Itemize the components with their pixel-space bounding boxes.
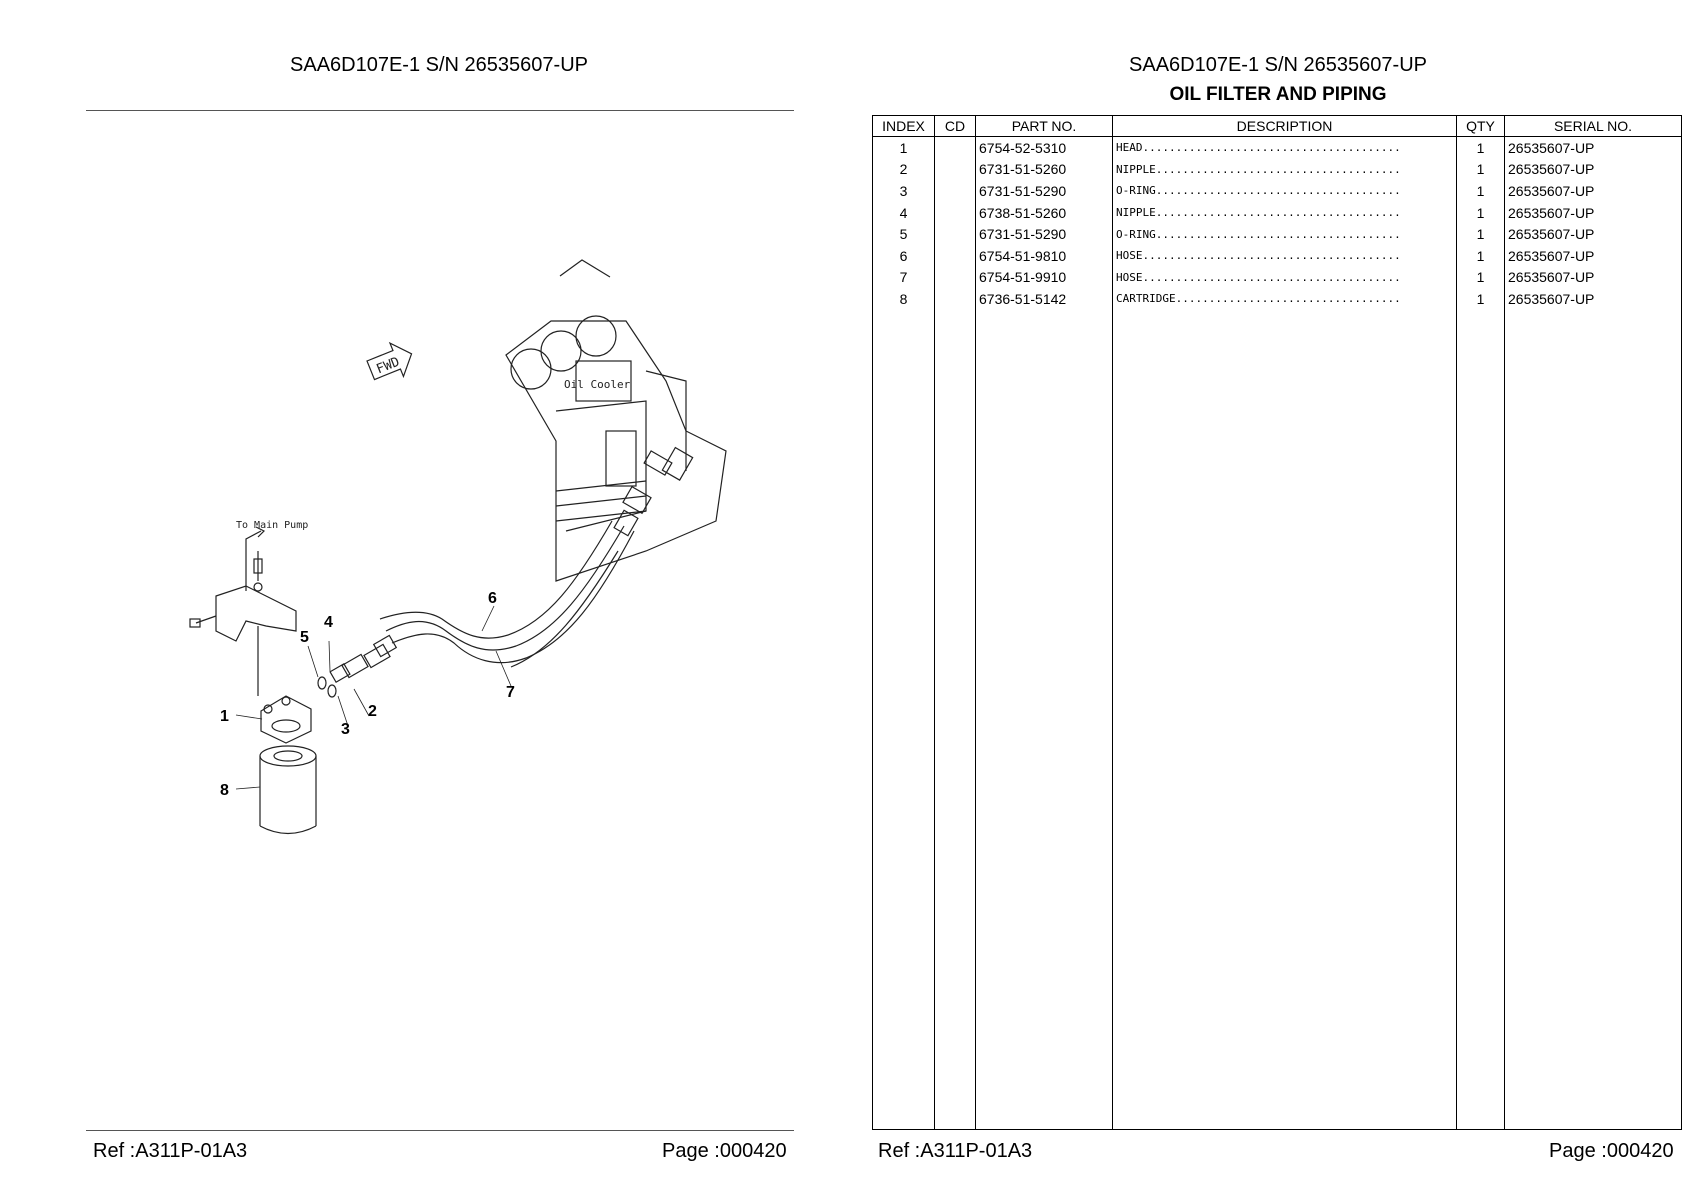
table-row xyxy=(873,202,1682,224)
table-row xyxy=(873,223,1682,245)
cell-cd xyxy=(935,159,976,181)
col-qty: QTY xyxy=(1457,116,1505,137)
engine-top-mark xyxy=(560,260,610,277)
cell-qty: 1 xyxy=(1457,159,1505,181)
table-row xyxy=(873,180,1682,202)
filter-head xyxy=(261,696,311,743)
engine-block xyxy=(506,316,726,581)
col-cd: CD xyxy=(935,116,976,137)
fwd-arrow-icon xyxy=(364,337,418,387)
cell-qty: 1 xyxy=(1457,137,1505,159)
table-filler-row xyxy=(873,310,1682,1130)
cell-serial-no: 26535607-UP xyxy=(1505,245,1682,267)
table-header-row xyxy=(873,116,1682,137)
cell-index: 4 xyxy=(873,202,935,224)
cell-serial-no: 26535607-UP xyxy=(1505,223,1682,245)
left-footer-divider xyxy=(86,1130,794,1131)
col-part-no: PART NO. xyxy=(976,116,1113,137)
cell-index: 7 xyxy=(873,267,935,289)
left-ref: Ref :A311P-01A3 xyxy=(93,1140,248,1162)
callout-1: 1 xyxy=(220,708,229,725)
cell-cd xyxy=(935,288,976,310)
filter-cartridge xyxy=(260,746,316,834)
table-row xyxy=(873,245,1682,267)
section-title: OIL FILTER AND PIPING xyxy=(1169,84,1387,105)
right-page-number: Page :000420 xyxy=(1549,1140,1674,1162)
cell-part-no: 6754-51-9910 xyxy=(976,267,1113,289)
col-description: DESCRIPTION xyxy=(1113,116,1457,137)
cell-part-no: 6731-51-5290 xyxy=(976,223,1113,245)
callout-8: 8 xyxy=(220,782,229,799)
o-ring-5 xyxy=(318,677,326,689)
cell-qty: 1 xyxy=(1457,267,1505,289)
cell-description: HOSE....................................... xyxy=(1113,245,1457,267)
table-row xyxy=(873,159,1682,181)
right-ref: Ref :A311P-01A3 xyxy=(878,1140,1033,1162)
cell-index: 2 xyxy=(873,159,935,181)
cell-serial-no: 26535607-UP xyxy=(1505,267,1682,289)
hoses xyxy=(380,521,634,667)
left-page-number: Page :000420 xyxy=(662,1140,787,1162)
cell-qty: 1 xyxy=(1457,180,1505,202)
cell-description: O-RING..................................... xyxy=(1113,223,1457,245)
cell-part-no: 6731-51-5290 xyxy=(976,180,1113,202)
callout-2: 2 xyxy=(368,703,377,720)
table-row xyxy=(873,267,1682,289)
col-serial-no: SERIAL NO. xyxy=(1505,116,1682,137)
o-ring-3 xyxy=(328,685,336,697)
callout-3: 3 xyxy=(341,721,350,738)
cell-part-no: 6754-52-5310 xyxy=(976,137,1113,159)
callout-6: 6 xyxy=(488,590,497,607)
bracket xyxy=(190,551,296,696)
oil-cooler-fittings xyxy=(614,448,693,536)
cell-part-no: 6731-51-5260 xyxy=(976,159,1113,181)
callout-7: 7 xyxy=(506,684,515,701)
parts-table xyxy=(872,115,1682,1130)
cell-part-no: 6736-51-5142 xyxy=(976,288,1113,310)
cell-index: 6 xyxy=(873,245,935,267)
col-index: INDEX xyxy=(873,116,935,137)
cell-cd xyxy=(935,245,976,267)
cell-part-no: 6754-51-9810 xyxy=(976,245,1113,267)
right-page-header: SAA6D107E-1 S/N 26535607-UP xyxy=(1129,54,1427,76)
cell-description: O-RING..................................... xyxy=(1113,180,1457,202)
cell-cd xyxy=(935,180,976,202)
cell-cd xyxy=(935,267,976,289)
callout-4: 4 xyxy=(324,614,333,631)
cell-index: 8 xyxy=(873,288,935,310)
left-page-header: SAA6D107E-1 S/N 26535607-UP xyxy=(290,54,588,76)
table-row xyxy=(873,288,1682,310)
cell-serial-no: 26535607-UP xyxy=(1505,137,1682,159)
cell-index: 5 xyxy=(873,223,935,245)
cell-index: 3 xyxy=(873,180,935,202)
cell-serial-no: 26535607-UP xyxy=(1505,180,1682,202)
cell-part-no: 6738-51-5260 xyxy=(976,202,1113,224)
cell-qty: 1 xyxy=(1457,202,1505,224)
cell-cd xyxy=(935,202,976,224)
cell-description: HOSE....................................... xyxy=(1113,267,1457,289)
fwd-label: FWD xyxy=(374,354,402,378)
cell-description: NIPPLE..................................... xyxy=(1113,159,1457,181)
cell-description: HEAD....................................... xyxy=(1113,137,1457,159)
cell-qty: 1 xyxy=(1457,245,1505,267)
cell-qty: 1 xyxy=(1457,223,1505,245)
table-row xyxy=(873,137,1682,159)
cell-qty: 1 xyxy=(1457,288,1505,310)
cell-cd xyxy=(935,223,976,245)
nipples xyxy=(330,635,396,682)
callout-5: 5 xyxy=(300,629,309,646)
cell-description: CARTRIDGE.................................. xyxy=(1113,288,1457,310)
cell-serial-no: 26535607-UP xyxy=(1505,288,1682,310)
cell-serial-no: 26535607-UP xyxy=(1505,159,1682,181)
oil-filter-piping-diagram xyxy=(86,111,792,1131)
cell-serial-no: 26535607-UP xyxy=(1505,202,1682,224)
leader-lines xyxy=(236,606,511,789)
oil-cooler-label: Oil Cooler xyxy=(564,378,631,391)
cell-description: NIPPLE..................................... xyxy=(1113,202,1457,224)
to-main-pump-label: To Main Pump xyxy=(236,520,309,531)
cell-index: 1 xyxy=(873,137,935,159)
cell-cd xyxy=(935,137,976,159)
